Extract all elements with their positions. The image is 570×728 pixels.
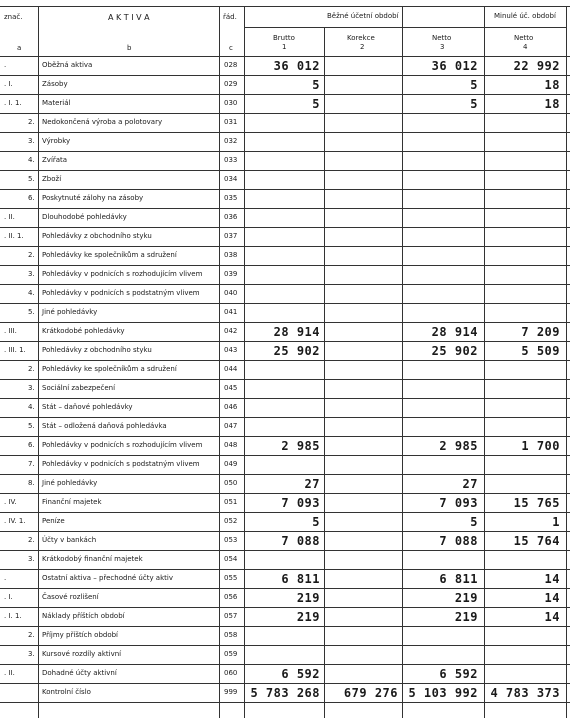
header-korekce: Korekce xyxy=(347,34,375,42)
row-rule xyxy=(0,702,570,703)
row-netto: 6 811 xyxy=(439,572,478,586)
row-mark: . II. 1. xyxy=(4,232,24,240)
row-rule xyxy=(0,284,570,285)
row-prior: 4 783 373 xyxy=(490,686,560,700)
header-netto-number: 3 xyxy=(440,43,445,51)
row-mark: . III. xyxy=(4,327,17,335)
row-netto: 2 985 xyxy=(439,439,478,453)
row-label: Pohledávky ke společníkům a sdružení xyxy=(42,365,177,373)
row-mark: 6. xyxy=(28,441,35,449)
row-label: Náklady příštích období xyxy=(42,612,125,620)
row-mark: . I. 1. xyxy=(4,99,22,107)
header-rule xyxy=(484,27,566,28)
row-mark: 2. xyxy=(28,631,35,639)
row-prior: 14 xyxy=(544,591,560,605)
row-code: 038 xyxy=(224,251,238,259)
row-code: 999 xyxy=(224,688,238,696)
header-mark-label: znač. xyxy=(4,13,23,21)
row-prior: 15 764 xyxy=(513,534,560,548)
row-brutto: 7 093 xyxy=(281,496,320,510)
header-mark-letter: a xyxy=(17,44,22,52)
row-brutto: 28 914 xyxy=(273,325,320,339)
row-netto: 6 592 xyxy=(439,667,478,681)
row-netto: 219 xyxy=(454,610,478,624)
row-mark: 4. xyxy=(28,289,35,297)
row-rule xyxy=(0,379,570,380)
row-code: 053 xyxy=(224,536,238,544)
row-netto: 5 103 992 xyxy=(408,686,478,700)
row-code: 040 xyxy=(224,289,238,297)
row-prior: 18 xyxy=(544,97,560,111)
row-label: Zboží xyxy=(42,175,62,183)
header-brutto-number: 1 xyxy=(282,43,287,51)
row-mark: 2. xyxy=(28,118,35,126)
row-rule xyxy=(0,493,570,494)
row-brutto: 27 xyxy=(304,477,320,491)
row-rule xyxy=(0,170,570,171)
row-code: 042 xyxy=(224,327,238,335)
row-mark: 4. xyxy=(28,156,35,164)
header-rule xyxy=(244,27,484,28)
row-code: 051 xyxy=(224,498,238,506)
row-label: Zvířata xyxy=(42,156,68,164)
row-code: 045 xyxy=(224,384,238,392)
row-rule xyxy=(0,436,570,437)
header-netto: Netto xyxy=(432,34,452,42)
header-aktiva-title: A K T I V A xyxy=(108,13,150,22)
row-code: 054 xyxy=(224,555,238,563)
row-rule xyxy=(0,645,570,646)
row-label: Sociální zabezpečení xyxy=(42,384,116,392)
row-mark: . xyxy=(4,574,7,582)
row-code: 030 xyxy=(224,99,238,107)
row-mark: 3. xyxy=(28,384,35,392)
row-code: 058 xyxy=(224,631,238,639)
row-code: 032 xyxy=(224,137,238,145)
row-rule xyxy=(0,550,570,551)
row-rule xyxy=(0,474,570,475)
row-brutto: 36 012 xyxy=(273,59,320,73)
row-brutto: 219 xyxy=(296,591,320,605)
row-rule xyxy=(0,189,570,190)
row-mark: 5. xyxy=(28,308,35,316)
row-mark: 7. xyxy=(28,460,35,468)
row-mark: . IV. xyxy=(4,498,17,506)
header-prior-period: Minulé úč. období xyxy=(494,12,556,20)
row-label: Pohledávky ke společníkům a sdružení xyxy=(42,251,177,259)
row-prior: 15 765 xyxy=(513,496,560,510)
row-code: 049 xyxy=(224,460,238,468)
row-label: Ostatní aktiva – přechodné účty aktiv xyxy=(42,574,173,582)
row-code: 041 xyxy=(224,308,238,316)
row-mark: 8. xyxy=(28,479,35,487)
row-mark: . xyxy=(4,61,7,69)
row-label: Pohledávky z obchodního styku xyxy=(42,346,152,354)
row-prior: 18 xyxy=(544,78,560,92)
row-brutto: 6 811 xyxy=(281,572,320,586)
row-rule xyxy=(0,246,570,247)
header-netto-prior: Netto xyxy=(514,34,534,42)
row-label: Výrobky xyxy=(42,137,71,145)
row-prior: 14 xyxy=(544,610,560,624)
row-netto: 7 088 xyxy=(439,534,478,548)
row-netto: 7 093 xyxy=(439,496,478,510)
row-code: 059 xyxy=(224,650,238,658)
row-prior: 14 xyxy=(544,572,560,586)
row-rule xyxy=(0,512,570,513)
row-label: Pohledávky v podnicích s rozhodujícím vlivem xyxy=(42,441,203,449)
row-code: 028 xyxy=(224,61,238,69)
row-label: Pohledávky v podnicích s podstatným vlivem xyxy=(42,289,200,297)
row-label: Jiné pohledávky xyxy=(42,308,98,316)
row-mark: 2. xyxy=(28,251,35,259)
row-label: Finanční majetek xyxy=(42,498,102,506)
row-rule xyxy=(0,75,570,76)
row-code: 048 xyxy=(224,441,238,449)
row-brutto: 5 xyxy=(312,78,320,92)
row-brutto: 7 088 xyxy=(281,534,320,548)
header-rule xyxy=(0,6,570,7)
row-label: Nedokončená výroba a polotovary xyxy=(42,118,163,126)
row-rule xyxy=(0,265,570,266)
row-rule xyxy=(0,607,570,608)
row-mark: . IV. 1. xyxy=(4,517,26,525)
row-code: 056 xyxy=(224,593,238,601)
row-rule xyxy=(0,360,570,361)
row-mark: . I. xyxy=(4,80,13,88)
row-rule xyxy=(0,455,570,456)
row-mark: 3. xyxy=(28,650,35,658)
column-rule xyxy=(324,27,325,718)
row-label: Zásoby xyxy=(42,80,68,88)
header-brutto: Brutto xyxy=(273,34,295,42)
header-aktiva-letter: b xyxy=(127,44,132,52)
row-code: 033 xyxy=(224,156,238,164)
row-label: Kontrolní číslo xyxy=(42,688,91,696)
row-code: 037 xyxy=(224,232,238,240)
row-rule xyxy=(0,113,570,114)
row-prior: 5 509 xyxy=(521,344,560,358)
header-row-code-label: řád. xyxy=(223,13,237,21)
row-netto: 5 xyxy=(470,78,478,92)
row-brutto: 5 xyxy=(312,97,320,111)
row-label: Kursové rozdíly aktivní xyxy=(42,650,122,658)
row-code: 043 xyxy=(224,346,238,354)
row-mark: 3. xyxy=(28,270,35,278)
row-mark: 5. xyxy=(28,175,35,183)
row-code: 052 xyxy=(224,517,238,525)
row-rule xyxy=(0,664,570,665)
row-code: 047 xyxy=(224,422,238,430)
row-netto: 5 xyxy=(470,515,478,529)
row-prior: 22 992 xyxy=(513,59,560,73)
header-korekce-number: 2 xyxy=(360,43,365,51)
row-brutto: 5 xyxy=(312,515,320,529)
row-rule xyxy=(0,626,570,627)
row-label: Peníze xyxy=(42,517,65,525)
row-netto: 25 902 xyxy=(431,344,478,358)
row-korekce: 679 276 xyxy=(343,686,398,700)
row-mark: 4. xyxy=(28,403,35,411)
row-label: Krátkodobý finanční majetek xyxy=(42,555,143,563)
row-label: Pohledávky v podnicích s rozhodujícím vlivem xyxy=(42,270,203,278)
row-mark: . III. 1. xyxy=(4,346,26,354)
header-netto-prior-number: 4 xyxy=(523,43,528,51)
row-label: Krátkodobé pohledávky xyxy=(42,327,125,335)
row-netto: 27 xyxy=(462,477,478,491)
row-mark: 5. xyxy=(28,422,35,430)
row-netto: 36 012 xyxy=(431,59,478,73)
header-current-period: Běžné účetní období xyxy=(327,12,399,20)
row-code: 060 xyxy=(224,669,238,677)
row-label: Stát – odložená daňová pohledávka xyxy=(42,422,167,430)
row-rule xyxy=(0,398,570,399)
row-rule xyxy=(0,94,570,95)
row-label: Časové rozlišení xyxy=(42,593,99,601)
row-code: 046 xyxy=(224,403,238,411)
row-code: 035 xyxy=(224,194,238,202)
row-mark: 3. xyxy=(28,137,35,145)
row-rule xyxy=(0,132,570,133)
row-brutto: 2 985 xyxy=(281,439,320,453)
row-label: Materiál xyxy=(42,99,71,107)
row-label: Účty v bankách xyxy=(42,536,97,544)
row-mark: . I. 1. xyxy=(4,612,22,620)
row-brutto: 219 xyxy=(296,610,320,624)
row-label: Pohledávky z obchodního styku xyxy=(42,232,152,240)
row-mark: . II. xyxy=(4,669,15,677)
row-netto: 28 914 xyxy=(431,325,478,339)
row-rule xyxy=(0,417,570,418)
row-mark: . I. xyxy=(4,593,13,601)
row-mark: 3. xyxy=(28,555,35,563)
row-rule xyxy=(0,208,570,209)
row-label: Stát – daňové pohledávky xyxy=(42,403,133,411)
row-code: 031 xyxy=(224,118,238,126)
row-brutto: 25 902 xyxy=(273,344,320,358)
row-label: Oběžná aktiva xyxy=(42,61,93,69)
row-prior: 7 209 xyxy=(521,325,560,339)
row-label: Pohledávky v podnicích s podstatným vlivem xyxy=(42,460,200,468)
row-prior: 1 xyxy=(552,515,560,529)
row-label: Dohadné účty aktivní xyxy=(42,669,117,677)
row-rule xyxy=(0,531,570,532)
row-rule xyxy=(0,588,570,589)
row-brutto: 6 592 xyxy=(281,667,320,681)
row-label: Jiné pohledávky xyxy=(42,479,98,487)
row-rule xyxy=(0,303,570,304)
row-label: Poskytnuté zálohy na zásoby xyxy=(42,194,144,202)
row-rule xyxy=(0,227,570,228)
row-mark: 6. xyxy=(28,194,35,202)
row-code: 034 xyxy=(224,175,238,183)
row-rule xyxy=(0,569,570,570)
row-mark: . II. xyxy=(4,213,15,221)
row-code: 050 xyxy=(224,479,238,487)
row-mark: 2. xyxy=(28,365,35,373)
row-label: Příjmy příštích období xyxy=(42,631,119,639)
row-brutto: 5 783 268 xyxy=(250,686,320,700)
row-code: 057 xyxy=(224,612,238,620)
row-netto: 219 xyxy=(454,591,478,605)
row-rule xyxy=(0,683,570,684)
row-rule xyxy=(0,322,570,323)
header-row-code-letter: c xyxy=(229,44,233,52)
row-code: 036 xyxy=(224,213,238,221)
row-rule xyxy=(0,151,570,152)
header-rule xyxy=(0,56,570,57)
row-code: 055 xyxy=(224,574,238,582)
row-code: 044 xyxy=(224,365,238,373)
row-rule xyxy=(0,341,570,342)
row-mark: 2. xyxy=(28,536,35,544)
row-netto: 5 xyxy=(470,97,478,111)
row-code: 039 xyxy=(224,270,238,278)
row-label: Dlouhodobé pohledávky xyxy=(42,213,127,221)
row-code: 029 xyxy=(224,80,238,88)
row-prior: 1 700 xyxy=(521,439,560,453)
